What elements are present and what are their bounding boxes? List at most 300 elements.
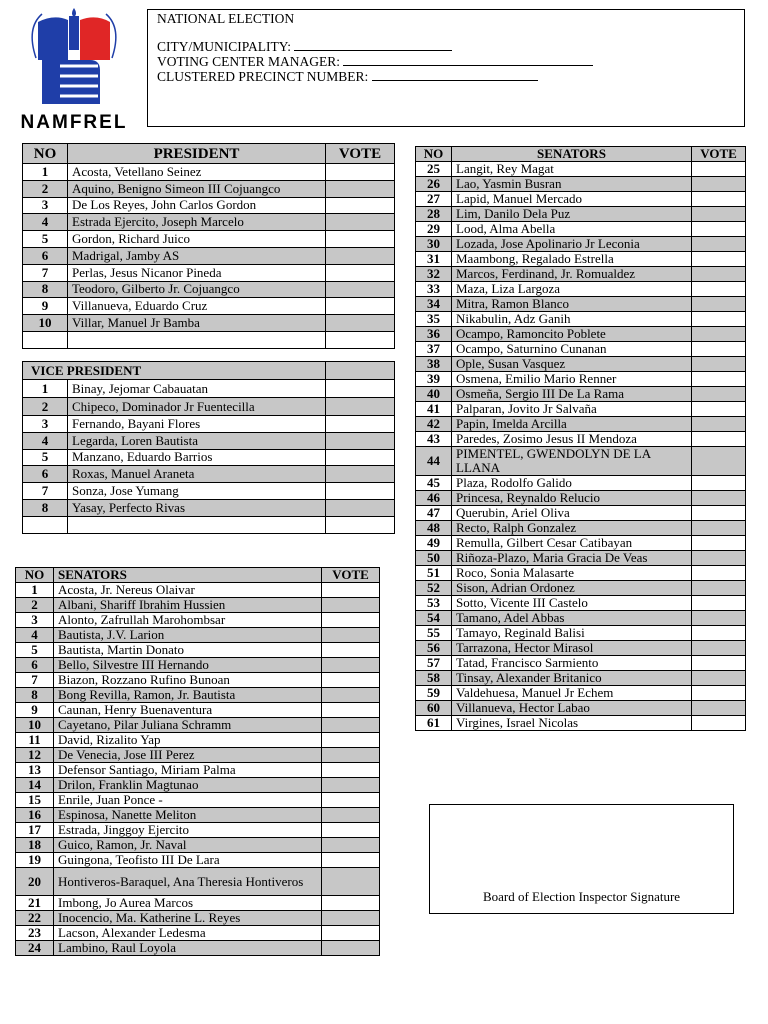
name-column-header: SENATORS (54, 568, 322, 583)
candidate-row (23, 483, 395, 500)
blank-cell[interactable] (326, 516, 395, 533)
candidate-name: Roxas, Manuel Araneta (68, 466, 326, 483)
candidate-number: 50 (416, 551, 452, 566)
candidate-row (416, 297, 746, 312)
candidate-row (416, 716, 746, 731)
candidate-row (416, 252, 746, 267)
vote-box[interactable] (692, 536, 746, 551)
candidate-number: 2 (23, 398, 68, 416)
candidate-row (16, 868, 380, 896)
candidate-name: Chipeco, Dominador Jr Fuentecilla (68, 398, 326, 416)
no-column-header: NO (23, 144, 68, 164)
vote-box[interactable] (322, 718, 380, 733)
candidate-name: Villanueva, Eduardo Cruz (68, 298, 326, 315)
candidate-row (16, 583, 380, 598)
vote-box[interactable] (326, 499, 395, 516)
vote-box[interactable] (322, 598, 380, 613)
candidate-number: 44 (416, 447, 452, 476)
candidate-row (416, 342, 746, 357)
candidate-row (416, 417, 746, 432)
header-row (16, 568, 380, 583)
candidate-number: 43 (416, 432, 452, 447)
header-row (23, 144, 395, 164)
candidate-number: 36 (416, 327, 452, 342)
candidate-number: 58 (416, 671, 452, 686)
candidate-name: Paredes, Zosimo Jesus II Mendoza (452, 432, 692, 447)
candidate-name: Plaza, Rodolfo Galido (452, 476, 692, 491)
candidate-name: Lacson, Alexander Ledesma (54, 926, 322, 941)
vote-box[interactable] (322, 703, 380, 718)
blank-cell[interactable] (326, 331, 395, 348)
vote-box[interactable] (692, 192, 746, 207)
vote-box[interactable] (326, 214, 395, 231)
candidate-number: 4 (16, 628, 54, 643)
candidate-name: Virgines, Israel Nicolas (452, 716, 692, 731)
candidate-name: Maza, Liza Largoza (452, 282, 692, 297)
vote-box[interactable] (692, 237, 746, 252)
candidate-row (16, 941, 380, 956)
candidate-row (23, 466, 395, 483)
candidate-name: Recto, Ralph Gonzalez (452, 521, 692, 536)
precinct-field[interactable] (372, 69, 538, 81)
candidate-row (416, 551, 746, 566)
candidate-row (416, 372, 746, 387)
candidate-row (416, 656, 746, 671)
candidate-row (416, 282, 746, 297)
candidate-row (416, 626, 746, 641)
vote-column-header: VOTE (692, 147, 746, 162)
vote-box[interactable] (322, 838, 380, 853)
vote-box[interactable] (322, 688, 380, 703)
logo-wordmark: NAMFREL (20, 112, 128, 133)
candidate-number: 51 (416, 566, 452, 581)
vote-box[interactable] (326, 466, 395, 483)
vote-box[interactable] (322, 853, 380, 868)
vice-president-table (22, 361, 395, 534)
vote-box[interactable] (692, 551, 746, 566)
candidate-name: Aquino, Benigno Simeon III Cojuangco (68, 180, 326, 197)
candidate-row (23, 231, 395, 248)
candidate-row (416, 357, 746, 372)
vote-box[interactable] (322, 658, 380, 673)
candidate-row (416, 327, 746, 342)
candidate-row (16, 823, 380, 838)
signature-box[interactable] (429, 804, 734, 914)
candidate-number: 53 (416, 596, 452, 611)
vote-box[interactable] (322, 868, 380, 896)
candidate-number: 29 (416, 222, 452, 237)
vote-box[interactable] (322, 748, 380, 763)
candidate-row (16, 808, 380, 823)
blank-cell (23, 331, 68, 348)
vote-box[interactable] (322, 941, 380, 956)
vote-box[interactable] (692, 372, 746, 387)
vote-box[interactable] (322, 628, 380, 643)
candidate-number: 9 (23, 298, 68, 315)
vote-box[interactable] (692, 222, 746, 237)
candidate-number: 1 (23, 164, 68, 181)
vote-box[interactable] (322, 673, 380, 688)
candidate-row (23, 298, 395, 315)
vote-box[interactable] (326, 449, 395, 466)
vote-box[interactable] (326, 180, 395, 197)
candidate-number: 60 (416, 701, 452, 716)
candidate-row (416, 641, 746, 656)
candidate-row (416, 611, 746, 626)
candidate-name: Estrada, Jinggoy Ejercito (54, 823, 322, 838)
namfrel-logo (8, 8, 140, 133)
candidate-row (23, 281, 395, 298)
candidate-row (16, 673, 380, 688)
candidate-number: 37 (416, 342, 452, 357)
candidate-number: 5 (16, 643, 54, 658)
vote-box[interactable] (692, 671, 746, 686)
candidate-row (416, 237, 746, 252)
candidate-row (16, 853, 380, 868)
candidate-name: Acosta, Vetellano Seinez (68, 164, 326, 181)
candidate-number: 4 (23, 432, 68, 449)
vote-box[interactable] (692, 491, 746, 506)
vote-box[interactable] (692, 297, 746, 312)
candidate-number: 34 (416, 297, 452, 312)
candidate-number: 21 (16, 896, 54, 911)
candidate-row (416, 671, 746, 686)
vote-box[interactable] (326, 315, 395, 332)
candidate-name: Tarrazona, Hector Mirasol (452, 641, 692, 656)
vote-box[interactable] (692, 177, 746, 192)
city-label: CITY/MUNICIPALITY: (157, 39, 292, 54)
candidate-name: Querubin, Ariel Oliva (452, 506, 692, 521)
candidate-row (16, 748, 380, 763)
candidate-name: Defensor Santiago, Miriam Palma (54, 763, 322, 778)
candidate-name: Langit, Rey Magat (452, 162, 692, 177)
candidate-row (416, 162, 746, 177)
vote-box[interactable] (322, 778, 380, 793)
candidate-row (16, 911, 380, 926)
blank-cell (68, 331, 326, 348)
candidate-name: De Los Reyes, John Carlos Gordon (68, 197, 326, 214)
candidate-name: Sison, Adrian Ordonez (452, 581, 692, 596)
manager-label: VOTING CENTER MANAGER: (157, 54, 340, 69)
candidate-name: Alonto, Zafrullah Marohombsar (54, 613, 322, 628)
vote-box[interactable] (326, 231, 395, 248)
vote-box[interactable] (692, 641, 746, 656)
vote-box[interactable] (692, 252, 746, 267)
candidate-row (16, 926, 380, 941)
vote-box[interactable] (692, 402, 746, 417)
candidate-row (416, 222, 746, 237)
candidate-row (16, 688, 380, 703)
city-field[interactable] (294, 39, 452, 51)
senators-table-right (415, 146, 746, 731)
candidate-name: Villanueva, Hector Labao (452, 701, 692, 716)
candidate-number: 3 (23, 416, 68, 433)
candidate-name: Guingona, Teofisto III De Lara (54, 853, 322, 868)
vote-box[interactable] (326, 281, 395, 298)
name-column-header: PRESIDENT (68, 144, 326, 164)
namfrel-emblem-icon (8, 8, 140, 112)
header-row (23, 362, 395, 380)
candidate-row (416, 312, 746, 327)
vote-box[interactable] (692, 447, 746, 476)
candidate-number: 6 (23, 247, 68, 264)
candidate-number: 42 (416, 417, 452, 432)
candidate-row (416, 701, 746, 716)
candidate-row (23, 416, 395, 433)
candidate-name: Palparan, Jovito Jr Salvaña (452, 402, 692, 417)
candidate-number: 39 (416, 372, 452, 387)
vote-box[interactable] (692, 282, 746, 297)
vote-box[interactable] (326, 264, 395, 281)
candidate-row (416, 581, 746, 596)
candidate-number: 59 (416, 686, 452, 701)
candidate-row (16, 838, 380, 853)
vote-box[interactable] (692, 162, 746, 177)
candidate-name: Ocampo, Ramoncito Poblete (452, 327, 692, 342)
candidate-number: 54 (416, 611, 452, 626)
candidate-number: 41 (416, 402, 452, 417)
vote-box[interactable] (692, 387, 746, 402)
blank-cell (23, 516, 68, 533)
candidate-number: 5 (23, 449, 68, 466)
candidate-name: Ople, Susan Vasquez (452, 357, 692, 372)
candidate-number: 4 (23, 214, 68, 231)
candidate-name: Madrigal, Jamby AS (68, 247, 326, 264)
candidate-row (416, 207, 746, 222)
candidate-row (16, 778, 380, 793)
candidate-number: 13 (16, 763, 54, 778)
candidate-row (23, 264, 395, 281)
candidate-number: 1 (16, 583, 54, 598)
candidate-row (23, 180, 395, 197)
candidate-number: 32 (416, 267, 452, 282)
vote-box[interactable] (322, 808, 380, 823)
candidate-row (23, 432, 395, 449)
candidate-name: PIMENTEL, GWENDOLYN DE LA LLANA (452, 447, 692, 476)
candidate-row (416, 686, 746, 701)
candidate-name: Lambino, Raul Loyola (54, 941, 322, 956)
candidate-number: 30 (416, 237, 452, 252)
candidate-name: Ocampo, Saturnino Cunanan (452, 342, 692, 357)
candidate-number: 6 (23, 466, 68, 483)
vote-box[interactable] (326, 380, 395, 398)
vote-box[interactable] (322, 613, 380, 628)
name-column-header: SENATORS (452, 147, 692, 162)
manager-field[interactable] (343, 54, 593, 66)
vote-box[interactable] (322, 793, 380, 808)
vote-box[interactable] (692, 716, 746, 731)
candidate-name: Tamayo, Reginald Balisi (452, 626, 692, 641)
candidate-name: Perlas, Jesus Nicanor Pineda (68, 264, 326, 281)
vote-box[interactable] (692, 611, 746, 626)
candidate-row (16, 703, 380, 718)
candidate-row (416, 506, 746, 521)
candidate-name: Teodoro, Gilberto Jr. Cojuangco (68, 281, 326, 298)
candidate-name: Tatad, Francisco Sarmiento (452, 656, 692, 671)
candidate-name: Lozada, Jose Apolinario Jr Leconia (452, 237, 692, 252)
vote-box[interactable] (692, 357, 746, 372)
vice-president-heading: VICE PRESIDENT (23, 362, 326, 380)
vote-box[interactable] (692, 581, 746, 596)
vote-box[interactable] (692, 686, 746, 701)
candidate-row (23, 197, 395, 214)
vote-box[interactable] (692, 656, 746, 671)
candidate-name: Imbong, Jo Aurea Marcos (54, 896, 322, 911)
blank-cell (68, 516, 326, 533)
vote-box[interactable] (692, 566, 746, 581)
candidate-name: Lapid, Manuel Mercado (452, 192, 692, 207)
candidate-row (16, 598, 380, 613)
candidate-number: 10 (23, 315, 68, 332)
candidate-name: Yasay, Perfecto Rivas (68, 499, 326, 516)
vote-box[interactable] (692, 327, 746, 342)
vote-box[interactable] (326, 197, 395, 214)
vote-box[interactable] (322, 583, 380, 598)
precinct-label: CLUSTERED PRECINCT NUMBER: (157, 69, 369, 84)
candidate-row (23, 315, 395, 332)
vote-box[interactable] (692, 432, 746, 447)
candidate-number: 40 (416, 387, 452, 402)
candidate-row (23, 499, 395, 516)
candidate-row (23, 214, 395, 231)
blank-row (23, 516, 395, 533)
candidate-row (16, 643, 380, 658)
candidate-name: Drilon, Franklin Magtunao (54, 778, 322, 793)
candidate-number: 2 (23, 180, 68, 197)
candidate-row (16, 613, 380, 628)
candidate-row (16, 658, 380, 673)
vote-box[interactable] (692, 506, 746, 521)
vote-box[interactable] (326, 416, 395, 433)
candidate-name: Estrada Ejercito, Joseph Marcelo (68, 214, 326, 231)
candidate-row (416, 267, 746, 282)
vote-box[interactable] (692, 342, 746, 357)
candidate-number: 7 (23, 264, 68, 281)
vote-box[interactable] (326, 432, 395, 449)
vote-box[interactable] (692, 312, 746, 327)
candidate-name: Riñoza-Plazo, Maria Gracia De Veas (452, 551, 692, 566)
candidate-name: Albani, Shariff Ibrahim Hussien (54, 598, 322, 613)
vote-box[interactable] (326, 398, 395, 416)
candidate-number: 8 (23, 281, 68, 298)
vote-box[interactable] (322, 643, 380, 658)
header-row (416, 147, 746, 162)
vote-box[interactable] (692, 701, 746, 716)
candidate-number: 7 (23, 483, 68, 500)
candidate-name: Lood, Alma Abella (452, 222, 692, 237)
vote-box[interactable] (322, 896, 380, 911)
candidate-row (416, 596, 746, 611)
candidate-name: Guico, Ramon, Jr. Naval (54, 838, 322, 853)
candidate-number: 20 (16, 868, 54, 896)
candidate-row (16, 718, 380, 733)
candidate-name: Biazon, Rozzano Rufino Bunoan (54, 673, 322, 688)
candidate-number: 10 (16, 718, 54, 733)
candidate-name: Sonza, Jose Yumang (68, 483, 326, 500)
candidate-row (23, 380, 395, 398)
candidate-name: Acosta, Jr. Nereus Olaivar (54, 583, 322, 598)
candidate-number: 11 (16, 733, 54, 748)
candidate-row (16, 793, 380, 808)
no-column-header: NO (416, 147, 452, 162)
candidate-name: Bello, Silvestre III Hernando (54, 658, 322, 673)
candidate-number: 45 (416, 476, 452, 491)
vote-box[interactable] (326, 164, 395, 181)
vote-box[interactable] (322, 733, 380, 748)
candidate-number: 23 (16, 926, 54, 941)
candidate-number: 2 (16, 598, 54, 613)
election-header (147, 9, 745, 127)
candidate-name: Fernando, Bayani Flores (68, 416, 326, 433)
candidate-row (416, 476, 746, 491)
candidate-name: Binay, Jejomar Cabauatan (68, 380, 326, 398)
candidate-name: Tinsay, Alexander Britanico (452, 671, 692, 686)
candidate-number: 27 (416, 192, 452, 207)
vote-box[interactable] (692, 267, 746, 282)
candidate-name: Enrile, Juan Ponce - (54, 793, 322, 808)
signature-label: Board of Election Inspector Signature (482, 889, 681, 904)
candidate-row (416, 521, 746, 536)
candidate-name: Espinosa, Nanette Meliton (54, 808, 322, 823)
candidate-number: 25 (416, 162, 452, 177)
candidate-name: De Venecia, Jose III Perez (54, 748, 322, 763)
vote-box[interactable] (326, 483, 395, 500)
vote-box[interactable] (692, 417, 746, 432)
vote-box[interactable] (322, 823, 380, 838)
vote-box[interactable] (692, 207, 746, 222)
vote-box[interactable] (326, 298, 395, 315)
candidate-name: Papin, Imelda Arcilla (452, 417, 692, 432)
vote-box[interactable] (322, 926, 380, 941)
candidate-name: Mitra, Ramon Blanco (452, 297, 692, 312)
vote-box[interactable] (692, 476, 746, 491)
candidate-name: Manzano, Eduardo Barrios (68, 449, 326, 466)
candidate-number: 6 (16, 658, 54, 673)
no-column-header: NO (16, 568, 54, 583)
candidate-number: 28 (416, 207, 452, 222)
candidate-number: 31 (416, 252, 452, 267)
president-table (22, 143, 395, 349)
vote-column-header: VOTE (326, 144, 395, 164)
candidate-name: Remulla, Gilbert Cesar Catibayan (452, 536, 692, 551)
candidate-number: 38 (416, 357, 452, 372)
candidate-name: Tamano, Adel Abbas (452, 611, 692, 626)
candidate-name: Valdehuesa, Manuel Jr Echem (452, 686, 692, 701)
vote-box[interactable] (322, 911, 380, 926)
candidate-number: 16 (16, 808, 54, 823)
blank-row (23, 331, 395, 348)
candidate-number: 14 (16, 778, 54, 793)
candidate-name: Lao, Yasmin Busran (452, 177, 692, 192)
vote-box[interactable] (692, 626, 746, 641)
vote-box[interactable] (326, 247, 395, 264)
vote-box[interactable] (322, 763, 380, 778)
candidate-number: 9 (16, 703, 54, 718)
candidate-number: 35 (416, 312, 452, 327)
candidate-number: 19 (16, 853, 54, 868)
candidate-number: 52 (416, 581, 452, 596)
candidate-name: Lim, Danilo Dela Puz (452, 207, 692, 222)
candidate-name: Legarda, Loren Bautista (68, 432, 326, 449)
candidate-number: 5 (23, 231, 68, 248)
candidate-row (416, 387, 746, 402)
candidate-name: Princesa, Reynaldo Relucio (452, 491, 692, 506)
candidate-name: Osmena, Emilio Mario Renner (452, 372, 692, 387)
candidate-number: 8 (23, 499, 68, 516)
candidate-row (416, 192, 746, 207)
vote-box[interactable] (692, 596, 746, 611)
vote-box[interactable] (692, 521, 746, 536)
